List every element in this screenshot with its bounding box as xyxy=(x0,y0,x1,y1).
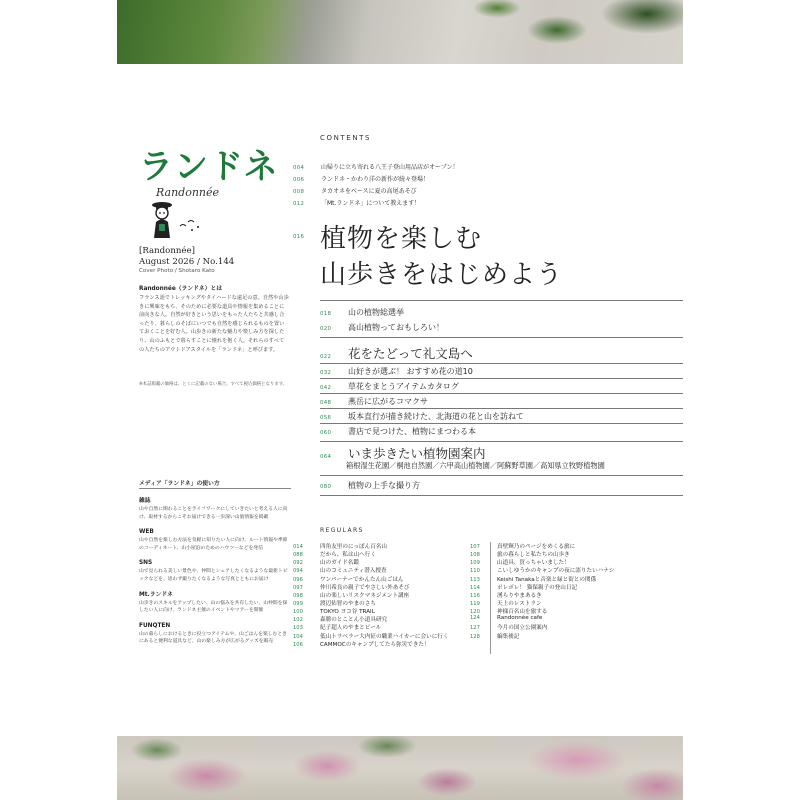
divider xyxy=(320,300,683,301)
media-desc: 山の暮らしにおけるときに役立つアイテムや、山ごはんを楽しむときにあると便利な道具など、山の楽しみ方が広がるグッズを販売 xyxy=(139,631,287,645)
article-title: 書店で見つけた、植物にまつわる本 xyxy=(348,427,476,436)
page-number: 114 xyxy=(470,584,480,591)
media-item xyxy=(139,622,289,646)
hiker-mascot-icon xyxy=(146,200,206,240)
magazine-logo: ランドネ xyxy=(139,147,279,187)
page-number: 119 xyxy=(470,600,480,607)
page-number: 113 xyxy=(470,576,480,583)
cover-photo-credit: Cover Photo / Shotaro Kato xyxy=(139,268,215,274)
feature-title-line2: 山歩きをはじめよう xyxy=(320,260,564,290)
contents-item[interactable] xyxy=(293,174,429,183)
page-number: 048 xyxy=(320,400,332,406)
regular-item[interactable] xyxy=(293,632,449,640)
regular-title: CAMMOCのキャンプしてたら弥災できた！ xyxy=(320,641,430,648)
media-desc: 山で見られる美しい景色や、仲間とシェアしたくなるような最新トピックなどを、思わず撮りたくなるような写真とともにお届け xyxy=(139,569,288,582)
page-number: 127 xyxy=(470,625,480,632)
media-desc: 山や自然を楽しむ方法を気軽に知りたい人に向け、ルート情報や季節のコーディネート、山小屋泊のためのハウツーなどを発信 xyxy=(139,538,288,551)
page-number: 022 xyxy=(320,354,332,360)
page-number: 032 xyxy=(320,370,332,376)
regular-item[interactable] xyxy=(293,583,449,591)
regular-title: 渡辺佑智のやまのさち xyxy=(320,600,376,607)
divider xyxy=(320,423,683,424)
regular-title: 天上のレストラン xyxy=(497,600,542,607)
bottom-photo-alpine-flowers xyxy=(117,736,683,800)
contents-item[interactable] xyxy=(320,322,444,333)
regular-title: 湧らりやまあるき xyxy=(497,592,542,599)
page-number: 020 xyxy=(320,326,332,332)
regular-title: 低山トラベラー大内征の職業ハイカーに会いに行く xyxy=(320,633,449,640)
regular-item[interactable] xyxy=(470,558,614,566)
botanical-garden-list: 箱根湿生花園／桐池自然園／六甲高山植物園／阿蘇野草園／高知県立牧野植物園 xyxy=(346,461,605,470)
contents-item[interactable] xyxy=(320,411,524,422)
contents-item[interactable] xyxy=(320,396,428,407)
top-photo-mountain-slope xyxy=(117,0,683,64)
page-number: 006 xyxy=(293,177,305,183)
article-title: タカオネをベースに夏の高尾あそび xyxy=(321,188,417,195)
page-number: 008 xyxy=(293,189,305,195)
page-number: 107 xyxy=(470,544,480,550)
contents-item[interactable] xyxy=(320,426,476,437)
page-number: 109 xyxy=(470,560,480,567)
media-name: FUNQTEN xyxy=(139,622,171,629)
contents-item[interactable] xyxy=(320,344,473,362)
divider xyxy=(320,408,683,409)
intro-title: Randonnée（ランドネ）とは xyxy=(139,286,223,292)
page-number: 104 xyxy=(293,633,303,640)
contents-item[interactable] xyxy=(320,381,459,392)
page-number: 106 xyxy=(293,641,303,648)
regular-title: 紀子超人のやまとビール xyxy=(320,625,382,632)
feature-title[interactable] xyxy=(320,221,563,293)
media-name: SNS xyxy=(139,560,153,567)
media-desc: 山歩きのスキルをアップしたい、山の悩みを共有したい、山仲間を探したい人に向け、ランドネ主催のイベントやツアーを開催 xyxy=(139,600,288,614)
media-section-title: メディア「ランドネ」の使い方 xyxy=(139,481,220,487)
page-number: 092 xyxy=(293,560,303,567)
page-number: 060 xyxy=(320,430,332,436)
divider xyxy=(320,363,683,364)
page-number: 098 xyxy=(293,592,303,599)
media-item xyxy=(139,528,289,552)
page-number: 100 xyxy=(293,609,303,616)
page-number: 097 xyxy=(293,584,303,591)
regular-item[interactable] xyxy=(470,607,614,615)
article-title: 坂本直行が描き続けた、北海道の花と山を訪ねて xyxy=(348,412,524,421)
page-number: 064 xyxy=(320,454,332,460)
divider xyxy=(320,495,683,496)
regular-item[interactable] xyxy=(293,566,449,574)
divider xyxy=(320,393,683,394)
page-number: 120 xyxy=(470,609,480,616)
regular-title: 四角友里のにっぽん百名山 xyxy=(320,544,388,550)
article-title: 高山植物っておもしろい！ xyxy=(348,323,444,332)
media-name: WEB xyxy=(139,529,154,536)
regular-item[interactable] xyxy=(293,599,449,607)
regular-item[interactable] xyxy=(293,607,449,615)
contents-item[interactable] xyxy=(320,444,486,462)
contents-heading: CONTENTS xyxy=(320,134,372,142)
regulars-left-column xyxy=(293,542,449,648)
article-title: 山好きが選ぶ！ おすすめ花の道10 xyxy=(348,367,473,376)
media-name: Mt.ランドネ xyxy=(139,591,173,598)
regular-title: こいしゆうかのキャンプの夜に語りたいハナシ xyxy=(497,568,615,575)
page-number: 088 xyxy=(293,552,303,559)
regular-title: 山のコミュニティ潜入捜査 xyxy=(320,568,387,575)
article-title: いま歩きたい植物園案内 xyxy=(348,446,486,461)
page-number: 080 xyxy=(320,484,332,490)
regular-title: 編集後記 xyxy=(497,633,520,640)
divider xyxy=(320,441,683,442)
logo-subtitle: Randonnée xyxy=(156,186,220,199)
page-number: 012 xyxy=(293,201,305,207)
divider xyxy=(320,475,683,476)
regular-title: 真壁輝乃のページをめくる旅に xyxy=(497,544,576,550)
magazine-issue xyxy=(139,246,234,268)
regular-title: だから、私は山へ行く xyxy=(320,552,376,559)
page-number: 094 xyxy=(293,568,303,575)
article-title: ランドネ・かわり洋の新作が続々登場！ xyxy=(321,176,429,183)
regular-title: 山の楽しいリスクマネジメント講座 xyxy=(320,592,410,599)
page-number: 110 xyxy=(470,568,480,575)
contents-item[interactable] xyxy=(320,366,473,377)
regular-item[interactable] xyxy=(470,632,614,640)
article-title: 花をたどって礼文島へ xyxy=(348,346,473,361)
regular-title: TOKYO ヨコ谷 TRAIL xyxy=(320,609,375,616)
regular-item[interactable] xyxy=(470,583,614,591)
price-note: ※本誌掲載の価格は、とくに記載のない場合、すべて税込価格となります。 xyxy=(139,382,288,387)
regular-item[interactable] xyxy=(293,591,449,599)
feature-page-number: 016 xyxy=(293,234,305,240)
regular-item[interactable] xyxy=(293,558,449,566)
page-number: 124 xyxy=(470,615,480,622)
media-name: 雑誌 xyxy=(139,498,151,504)
page-number: 042 xyxy=(320,385,332,391)
intro-body: フランス語でトレッキングやタイハードな遠足の意。自然や山歩きに興味をもち、そのために必要な道具や情報を集めることに前向きな人。自然が好きという思いをもった人たちと共感し合ったり、暮らしのそばにいつでも自然を感じられるものを置いておくことを好む人。山歩きの新たな魅力や楽しみ方を探したり、山のふもとで暮らすことに憧れを抱く人。それらのすべての人たちのアウトドアスタイルを「ランドネ」と呼びます。 xyxy=(139,295,289,353)
article-title: 山の植物総選挙 xyxy=(348,308,404,317)
regular-item[interactable] xyxy=(470,550,614,558)
page-number: 108 xyxy=(470,552,480,559)
regular-item[interactable] xyxy=(470,591,614,599)
magazine-name: [Randonnée] xyxy=(139,246,195,256)
regular-item[interactable] xyxy=(470,566,614,574)
page-number: 102 xyxy=(293,617,303,624)
page-number: 004 xyxy=(293,165,305,171)
regular-title: 森勝のとことん小道具研究 xyxy=(320,617,388,624)
media-item xyxy=(139,559,289,583)
page-number: 128 xyxy=(470,633,480,640)
page-number: 056 xyxy=(320,415,332,421)
article-title: 「Mt.ランドネ」について教えます！ xyxy=(321,200,421,207)
regular-item[interactable] xyxy=(293,550,449,558)
regular-title: 山のガイド名鑑 xyxy=(320,560,359,567)
regular-title: 山道具、買っちゃいました！ xyxy=(497,560,570,567)
regular-item[interactable] xyxy=(470,599,614,607)
article-title: 草花をまとうアイテムカタログ xyxy=(348,382,459,391)
divider xyxy=(139,488,291,489)
regular-title: 今月の国立公園案内 xyxy=(497,625,548,632)
media-desc: 山や自然に関わることをライフワークにしていきたいと考える人に向け、取材するからこそお届けできる一歩深い山旅情報を掲載 xyxy=(139,507,288,520)
regular-title: 旅の暮らしと私たちの山歩き xyxy=(497,552,570,559)
regular-item[interactable] xyxy=(470,575,614,583)
regular-item[interactable] xyxy=(293,575,449,583)
regular-item[interactable] xyxy=(293,542,449,550)
regulars-right-column xyxy=(470,542,614,640)
regulars-heading: REGULARS xyxy=(320,527,364,534)
issue-number: August 2026 / No.144 xyxy=(139,257,235,267)
regular-item[interactable] xyxy=(293,615,449,623)
page-number: 116 xyxy=(470,592,480,599)
page-number: 103 xyxy=(293,625,303,632)
media-list xyxy=(139,497,289,653)
feature-title-line1: 植物を楽しむ xyxy=(320,224,483,254)
contents-item[interactable] xyxy=(293,162,458,171)
divider xyxy=(320,378,683,379)
page-number: 018 xyxy=(320,311,332,317)
page-number: 014 xyxy=(293,544,303,550)
article-title: 山帰りに立ち寄れる八王子登山用品店がオープン！ xyxy=(321,164,459,171)
page-number: 099 xyxy=(293,600,303,607)
regular-title: 仲川希良の親子でやさしい外あそび xyxy=(320,584,410,591)
regular-title: Randonnée cafe xyxy=(497,615,543,622)
divider xyxy=(320,337,683,338)
regular-title: ポレポレ！ 猫保親子の登山日記 xyxy=(497,584,578,591)
contents-item[interactable] xyxy=(320,480,420,491)
media-item xyxy=(139,591,289,615)
regular-item[interactable] xyxy=(293,623,449,631)
article-title: 植物の上手な撮り方 xyxy=(348,481,420,490)
regular-item[interactable] xyxy=(470,542,614,550)
regular-item[interactable] xyxy=(293,640,449,648)
contents-item[interactable] xyxy=(293,186,417,195)
regular-title: ワンバーナーでかんたん山ごはん xyxy=(320,576,404,583)
regular-item[interactable] xyxy=(470,615,614,623)
contents-item[interactable] xyxy=(293,198,420,207)
regular-title: Keishi Tanakaと音楽と緑と街との関係 xyxy=(497,576,597,583)
regular-item[interactable] xyxy=(470,623,614,631)
regular-title: 神様百名山を旅する xyxy=(497,609,548,616)
article-title: 燕岳に広がるコマクサ xyxy=(348,397,428,406)
contents-item[interactable] xyxy=(320,307,404,318)
media-item xyxy=(139,497,289,521)
page-number: 096 xyxy=(293,576,303,583)
